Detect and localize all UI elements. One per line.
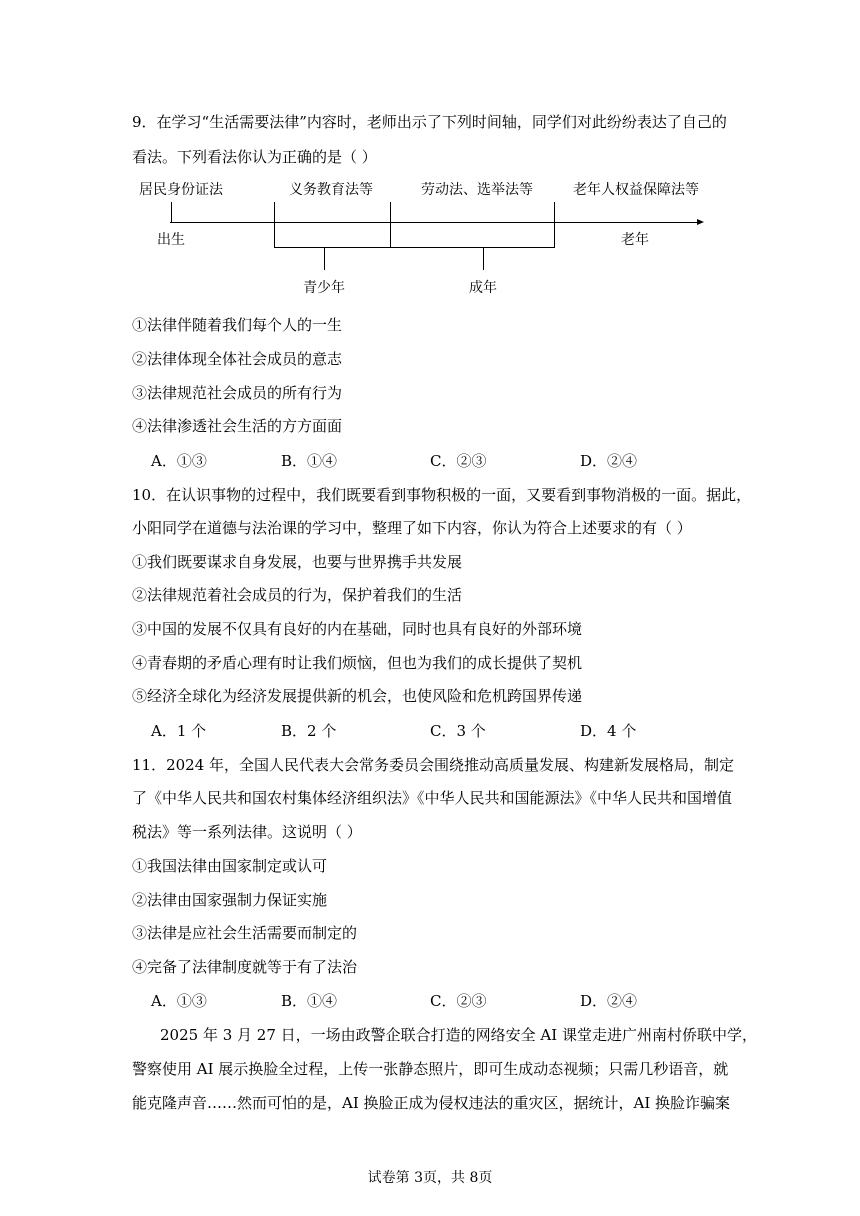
- page-footer: 试卷第 3页，共 8页: [367, 1170, 493, 1186]
- q10-option-d[interactable]: D．4 个: [580, 722, 637, 740]
- timeline-label-id-card-law: 居民身份证法: [139, 182, 223, 198]
- q10-option-c[interactable]: C．3 个: [430, 722, 486, 740]
- timeline-label-elderly-rights-law: 老年人权益保障法等: [573, 182, 699, 198]
- q11-statement-1: ①我国法律由国家制定或认可: [132, 857, 328, 875]
- timeline-adult-stem: [483, 248, 484, 270]
- q10-stem-line1: 10．在认识事物的过程中，我们既要看到事物积极的一面，又要看到事物消极的一面。据此，: [132, 486, 752, 504]
- q9-option-a[interactable]: A．①③: [151, 452, 207, 470]
- q9-statement-2: ②法律体现全体社会成员的意志: [132, 350, 343, 368]
- q11-statement-2: ②法律由国家强制力保证实施: [132, 891, 328, 909]
- timeline-bracket-bottom: [274, 247, 555, 248]
- timeline-youth-stem: [324, 248, 325, 270]
- timeline-label-labor-election-law: 劳动法、选举法等: [421, 182, 533, 198]
- q9-statement-1: ①法律伴随着我们每个人的一生: [132, 316, 343, 334]
- passage-line2: 警察使用 AI 展示换脸全过程，上传一张静态照片，即可生成动态视频；只需几秒语音，就: [132, 1060, 729, 1078]
- q10-statement-1: ①我们既要谋求自身发展，也要与世界携手共发展: [132, 553, 463, 571]
- q10-option-a[interactable]: A．1 个: [151, 722, 207, 740]
- timeline-tick-youth-start: [274, 202, 275, 248]
- q10-statement-4: ④青春期的矛盾心理有时让我们烦恼，但也为我们的成长提供了契机: [132, 654, 583, 672]
- timeline-label-elderly: 老年: [621, 232, 649, 248]
- timeline-tick-elderly-start: [554, 202, 555, 248]
- timeline-tick-adult-start: [390, 202, 391, 248]
- q11-stem-line2: 了《中华人民共和国农村集体经济组织法》《中华人民共和国能源法》《中华人民共和国增值: [132, 789, 733, 807]
- passage-line3: 能克隆声音……然而可怕的是，AI 换脸正成为侵权违法的重灾区，据统计，AI 换脸诈骗案: [132, 1094, 731, 1112]
- q10-statement-2: ②法律规范着社会成员的行为，保护着我们的生活: [132, 586, 463, 604]
- q11-statement-3: ③法律是应社会生活需要而制定的: [132, 924, 358, 942]
- q10-statement-5: ⑤经济全球化为经济发展提供新的机会，也使风险和危机跨国界传递: [132, 687, 583, 705]
- q11-stem-line3: 税法》等一系列法律。这说明（ ）: [132, 823, 362, 841]
- q9-option-c[interactable]: C．②③: [430, 452, 487, 470]
- q11-option-b[interactable]: B．①④: [281, 992, 338, 1010]
- passage-line1: 2025 年 3 月 27 日，一场由政警企联合打造的网络安全 AI 课堂走进广州南村侨联中学，: [160, 1026, 757, 1044]
- q10-option-b[interactable]: B．2 个: [281, 722, 337, 740]
- timeline-label-compulsory-education-law: 义务教育法等: [289, 182, 373, 198]
- q9-statement-4: ④法律渗透社会生活的方方面面: [132, 417, 343, 435]
- timeline-tick-birth: [171, 202, 172, 222]
- timeline-label-birth: 出生: [157, 232, 185, 248]
- timeline-label-adult: 成年: [469, 280, 497, 296]
- timeline-arrowhead: [697, 219, 704, 225]
- q9-statement-3: ③法律规范社会成员的所有行为: [132, 384, 343, 402]
- q10-statement-3: ③中国的发展不仅具有良好的内在基础，同时也具有良好的外部环境: [132, 620, 583, 638]
- q9-stem-line2: 看法。下列看法你认为正确的是（ ）: [132, 148, 377, 166]
- q11-option-c[interactable]: C．②③: [430, 992, 487, 1010]
- q9-option-d[interactable]: D．②④: [580, 452, 638, 470]
- q11-option-a[interactable]: A．①③: [151, 992, 207, 1010]
- q9-option-b[interactable]: B．①④: [281, 452, 338, 470]
- q11-option-d[interactable]: D．②④: [580, 992, 638, 1010]
- q11-stem-line1: 11．2024 年，全国人民代表大会常务委员会围绕推动高质量发展、构建新发展格局，制定: [132, 756, 735, 774]
- q10-stem-line2: 小阳同学在道德与法治课的学习中，整理了如下内容，你认为符合上述要求的有（ ）: [132, 519, 692, 537]
- q11-statement-4: ④完备了法律制度就等于有了法治: [132, 958, 358, 976]
- q9-stem-line1: 9．在学习“生活需要法律”内容时，老师出示了下列时间轴，同学们对此纷纷表达了自己的: [132, 113, 727, 131]
- timeline-label-youth: 青少年: [303, 280, 345, 296]
- timeline-axis: [170, 222, 698, 223]
